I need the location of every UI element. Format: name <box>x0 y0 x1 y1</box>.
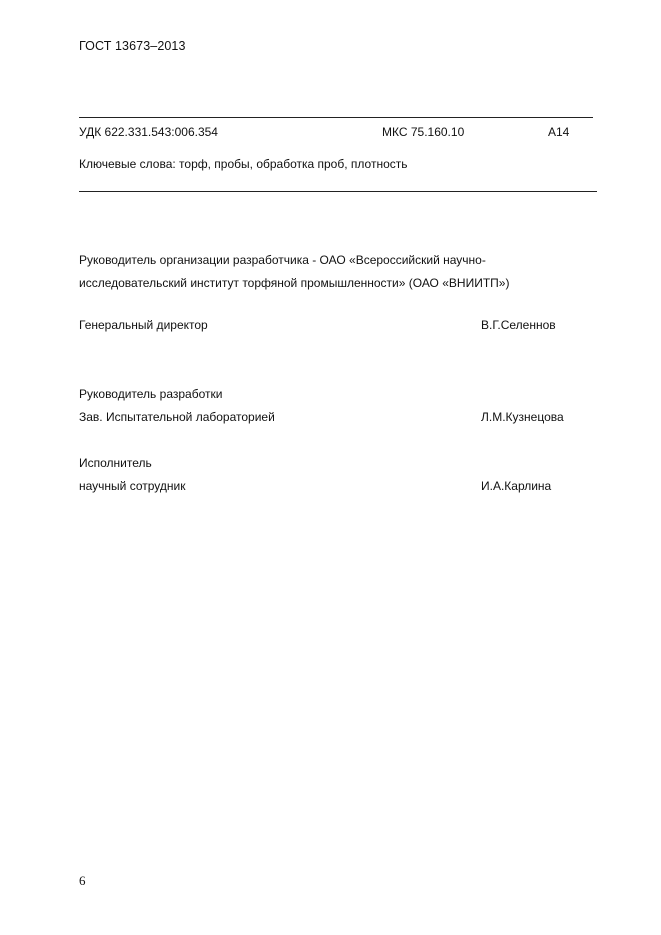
bottom-divider <box>79 191 597 192</box>
development-lead-heading: Руководитель разработки <box>79 387 223 401</box>
developer-line-2: исследовательский институт торфяной промышленности» (ОАО «ВНИИТП») <box>79 276 510 290</box>
lab-head-position: Зав. Испытательной лабораторией <box>79 410 275 424</box>
mks-code: МКС 75.160.10 <box>382 125 465 139</box>
lab-head-name: Л.М.Кузнецова <box>481 410 564 424</box>
researcher-position: научный сотрудник <box>79 479 186 493</box>
udk-code: УДК 622.331.543:006.354 <box>79 125 218 139</box>
page-number: 6 <box>79 873 86 888</box>
general-director-name: В.Г.Селеннов <box>481 318 556 332</box>
standard-header: ГОСТ 13673–2013 <box>79 39 186 53</box>
executor-heading: Исполнитель <box>79 456 152 470</box>
developer-line-1: Руководитель организации разработчика - ОАО «Всероссийский научно- <box>79 253 486 267</box>
okstu-code: А14 <box>548 125 570 139</box>
developer-organization <box>79 249 509 295</box>
researcher-name: И.А.Карлина <box>481 479 552 493</box>
general-director-position: Генеральный директор <box>79 318 208 332</box>
top-divider <box>79 117 593 118</box>
keywords-line: Ключевые слова: торф, пробы, обработка проб, плотность <box>79 157 408 171</box>
